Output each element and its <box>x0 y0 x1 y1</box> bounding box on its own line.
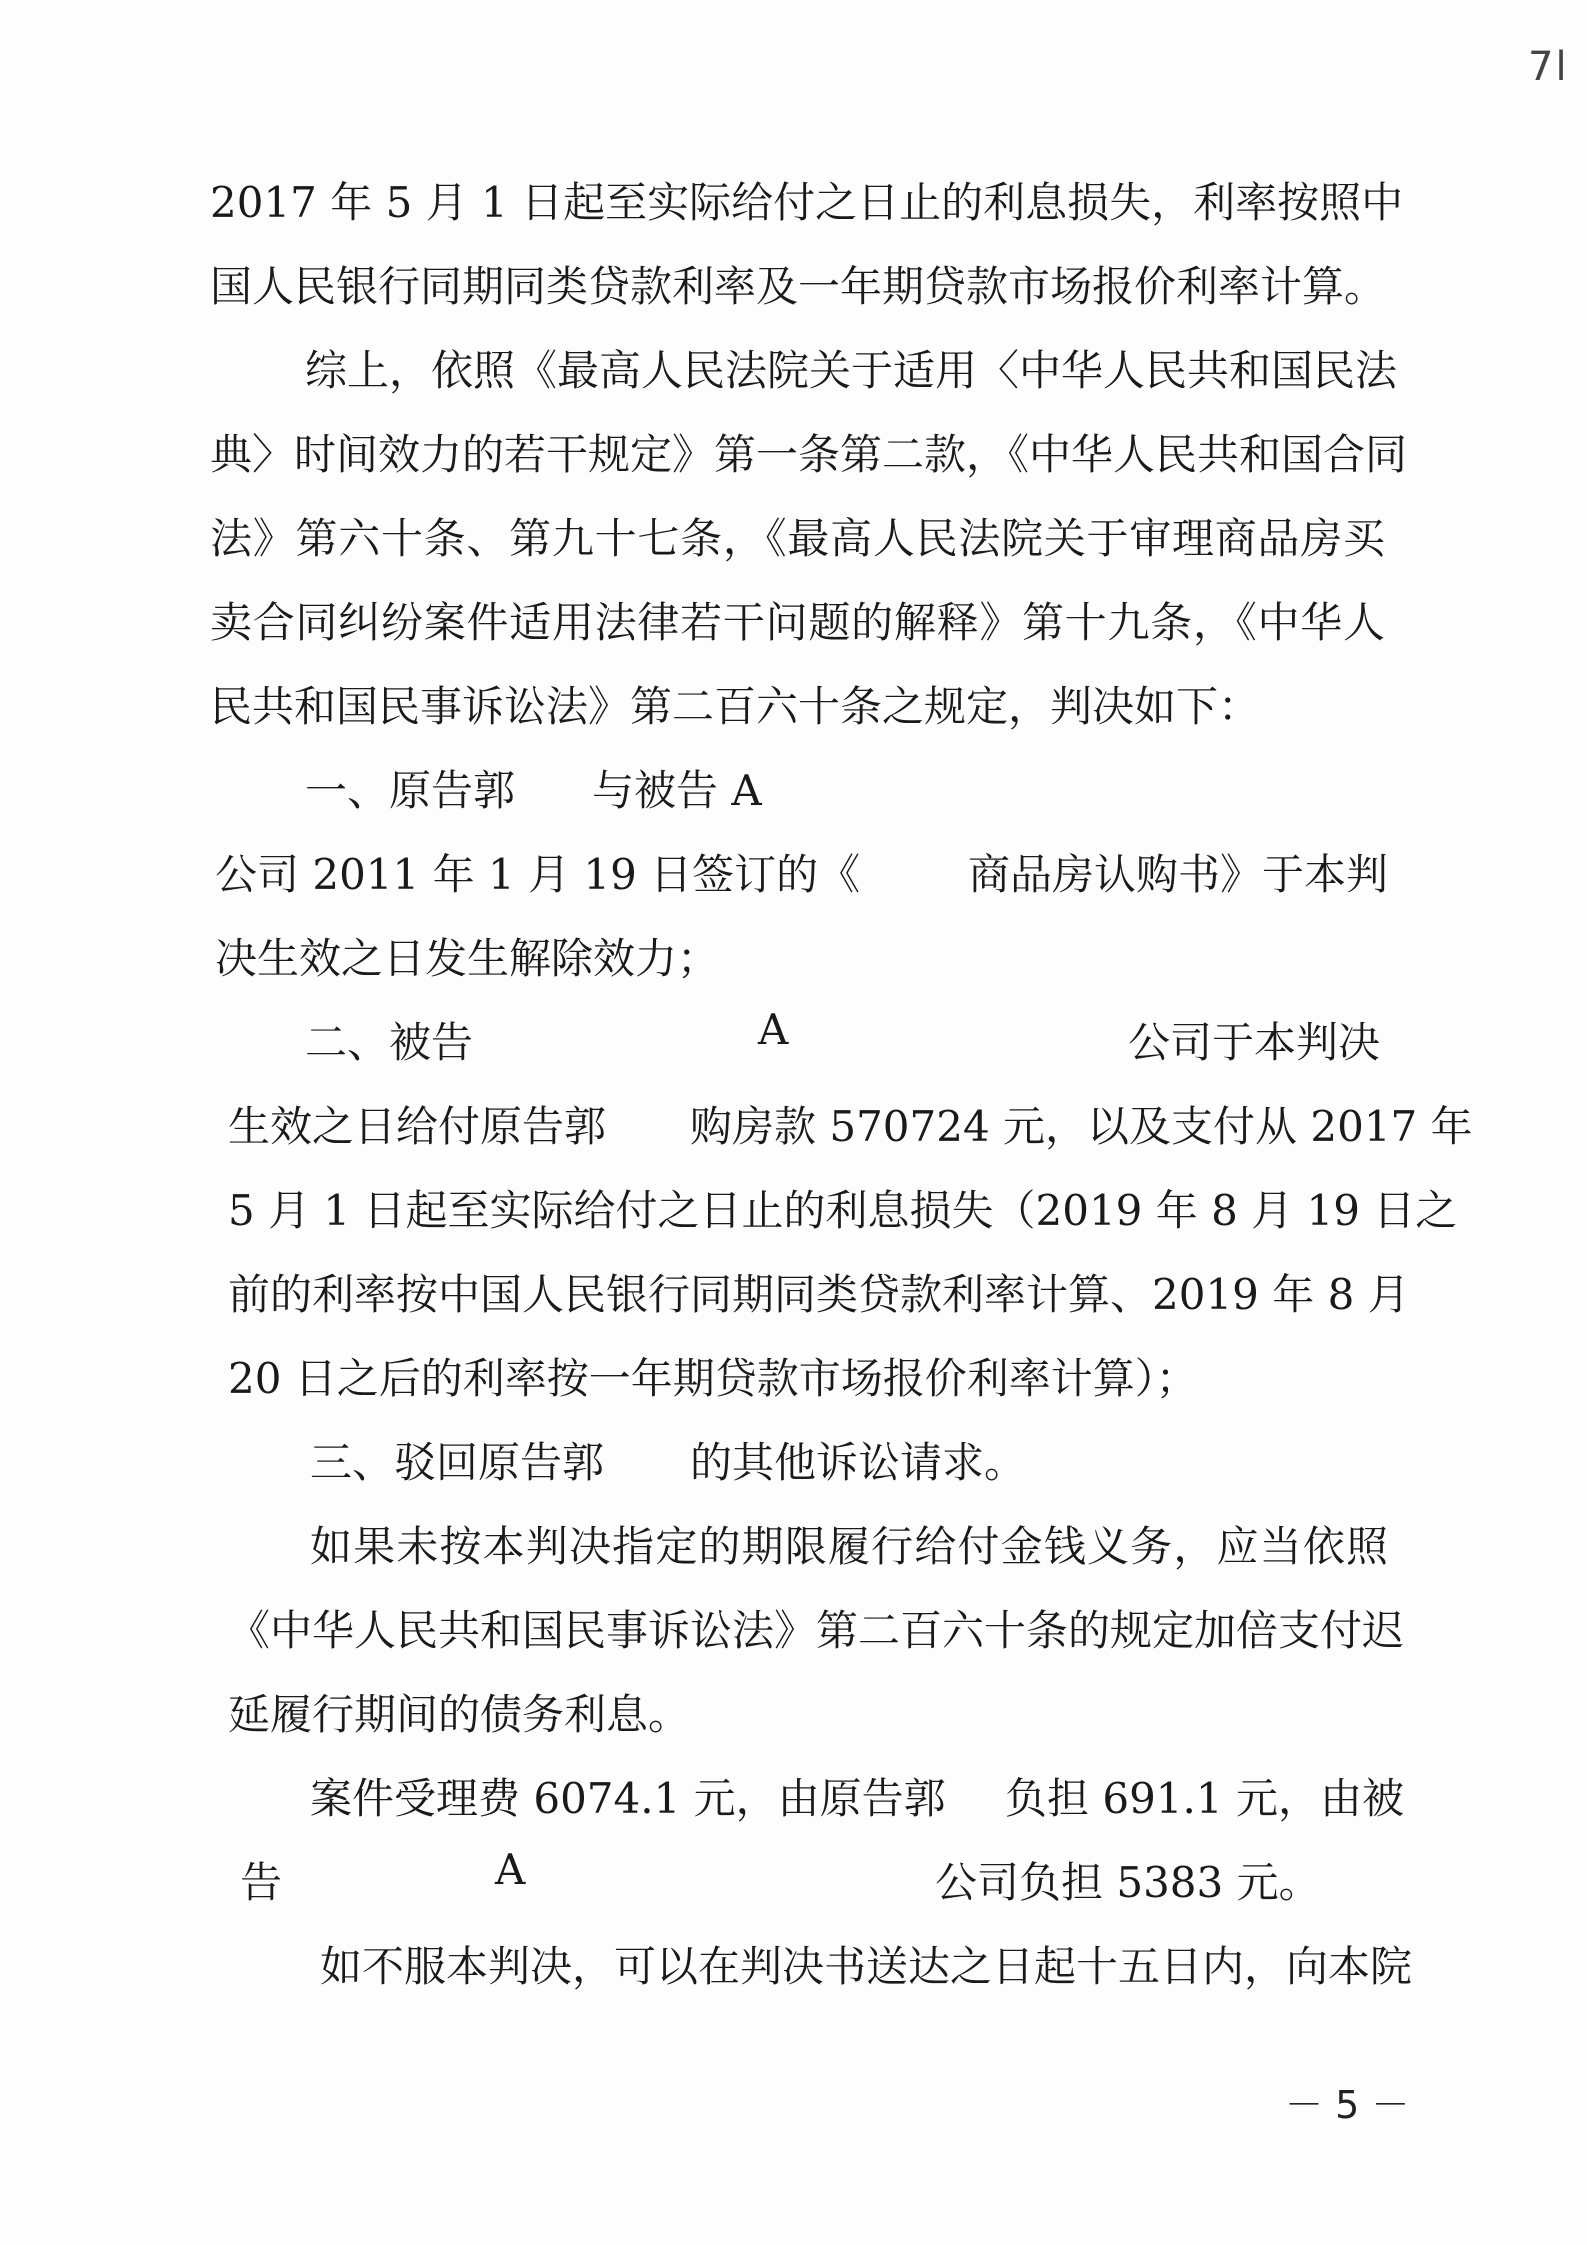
verdict-item-2-payment: 生效之日给付原告郭 <box>228 1102 607 1151</box>
text-line: 延履行期间的债务利息。 <box>228 1690 691 1739</box>
text-line: 2017 年 5 月 1 日起至实际给付之日止的利息损失，利率按照中 <box>210 178 1404 227</box>
fee-start: 案件受理费 6074.1 元，由原告郭 <box>310 1774 946 1823</box>
text-line: 如不服本判决，可以在判决书送达之日起十五日内，向本院 <box>320 1942 1413 1991</box>
text-line: 20 日之后的利率按一年期贷款市场报价利率计算）； <box>228 1354 1198 1403</box>
verdict-item-2-amount: 购房款 570724 元，以及支付从 2017 年 <box>690 1102 1473 1151</box>
text-line: 如果未按本判决指定的期限履行给付金钱义务，应当依照 <box>310 1522 1388 1571</box>
verdict-item-3-end: 的其他诉讼请求。 <box>690 1438 1027 1487</box>
verdict-item-2-start: 二、被告 <box>305 1018 474 1067</box>
verdict-item-2-defendant: A <box>758 1005 789 1054</box>
verdict-item-1-contract-title: 商品房认购书》于本判 <box>968 850 1389 899</box>
text-line: 民共和国民事诉讼法》第二百六十条之规定，判决如下： <box>210 682 1261 731</box>
text-line: 典〉时间效力的若干规定》第一条第二款，《中华人民共和国合同 <box>210 430 1408 479</box>
fee-defendant-start: 告 <box>240 1858 283 1907</box>
text-line: 前的利率按中国人民银行同期同类贷款利率计算、2019 年 8 月 <box>228 1270 1410 1319</box>
text-line: 决生效之日发生解除效力； <box>215 934 720 983</box>
fee-defendant-amount: 公司负担 5383 元。 <box>935 1858 1321 1907</box>
text-line: 5 月 1 日起至实际给付之日止的利息损失（2019 年 8 月 19 日之 <box>228 1186 1458 1235</box>
fee-defendant-name: A <box>495 1845 526 1894</box>
verdict-item-1-start: 一、原告郭 <box>305 766 516 815</box>
verdict-item-1-defendant: 与被告 A <box>592 766 762 815</box>
text-line: 综上，依照《最高人民法院关于适用〈中华人民共和国民法 <box>305 346 1398 395</box>
page-number: － 5 － <box>1285 2083 1410 2127</box>
corner-mark: 7l <box>1528 44 1569 90</box>
text-line: 《中华人民共和国民事诉讼法》第二百六十条的规定加倍支付迟 <box>228 1606 1405 1655</box>
text-line: 国人民银行同期同类贷款利率及一年期贷款市场报价利率计算。 <box>210 262 1387 311</box>
verdict-item-3-start: 三、驳回原告郭 <box>310 1438 605 1487</box>
text-line: 卖合同纠纷案件适用法律若干问题的解释》第十九条，《中华人 <box>210 598 1385 647</box>
verdict-item-1-contract: 公司 2011 年 1 月 19 日签订的《 <box>215 850 861 899</box>
text-line: 法》第六十条、第九十七条，《最高人民法院关于审理商品房买 <box>210 514 1385 563</box>
verdict-item-2-company: 公司于本判决 <box>1128 1018 1381 1067</box>
fee-plaintiff: 负担 691.1 元，由被 <box>1005 1774 1404 1823</box>
